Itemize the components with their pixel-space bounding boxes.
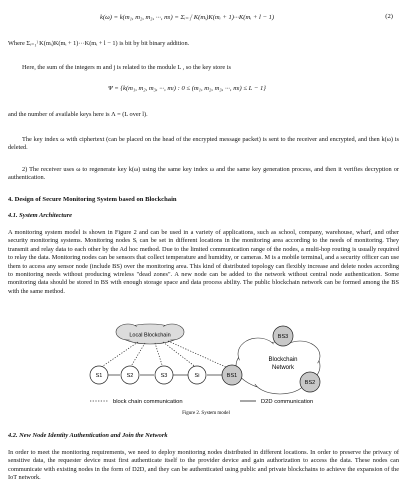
figure-caption: Figure 2. System model bbox=[182, 411, 230, 416]
blockchain-network-label-line1: Blockchain bbox=[268, 357, 298, 363]
new-node-paragraph: In order to meet the monitoring requirements, we need to deploy monitoring nodes distributed in different locations. In order to preserve the privacy of sensitive data, the requester device must first authenticate itself to the provider device and gain authorization to access the data. These nodes can communicate with existing nodes in the form of D2D, and they can be authenticated using public and private blockchains to achieve the expansion of the IoT network. bbox=[8, 449, 399, 482]
node-s2 bbox=[121, 366, 139, 384]
node-si-label: Si bbox=[194, 373, 200, 379]
node-s2-label: S2 bbox=[126, 373, 134, 379]
local-blockchain-label: Local Blockchain bbox=[129, 332, 171, 339]
local-blockchain-cloud bbox=[116, 324, 184, 344]
bs2-label: BS2 bbox=[304, 380, 316, 386]
node-s1-label: S1 bbox=[95, 373, 103, 379]
equation-number: (2) bbox=[385, 13, 393, 20]
node-s3-label: S3 bbox=[160, 373, 168, 379]
bs1-label: BS1 bbox=[226, 373, 238, 379]
sum-line: Here, the sum of the integers m and j is related to the module L , so the key store is bbox=[22, 64, 231, 71]
legend-solid-label: D2D communication bbox=[261, 399, 314, 405]
node-si bbox=[188, 366, 206, 384]
section-4-heading: 4. Design of Secure Monitoring System based on Blockchain bbox=[8, 196, 177, 203]
equation-2: k(ω) = k(m₁, m₂, m₃, ···, mₗ) = Σᵢ₌₁ˡ K(mᵢ)K(mᵢ + 1)···K(mᵢ + l − 1) bbox=[100, 14, 275, 21]
architecture-paragraph: A monitoring system model is shown in Figure 2 and can be used in a variety of applications, such as school, company, warehouse, wharf, and other security monitoring systems. Monitoring nodes Sᵢ can be set in different locations in the monitoring area according to the needs of monitoring. They transmit and relay data to each other by the Ad hoc method. Due to the limited communication range of the nodes, a multi-hop routing is usually required to relay the data. Monitoring nodes can be sensors that collect temperature and humidity, or cameras. M is a mobile terminal, and a security officer can use them to access any sensor node (include BS) over the monitoring area. This kind of distributed topology can flexibly increase and delete nodes according to monitoring needs without producing wireless "dead zones". A new node can be added to the network without central node authentication. Some monitoring data should be stored in BS with enough storage space and data process ability. The public blockchain network can be formed among the BS with the same method. bbox=[8, 229, 399, 295]
where-line: Where Σᵢ₌₁ˡ K(mᵢ)K(mᵢ + 1)···K(mᵢ + l − 1) is bit by bit binary addition. bbox=[8, 40, 190, 47]
key-index-paragraph: The key index ω with ciphertext (can be placed on the head of the encrypted message packet) is sent to the receiver and encrypted, and then k(ω) is deleted. bbox=[8, 136, 399, 152]
section-4-2-heading: 4.2. New Node Identity Authentication and Join the Network bbox=[8, 432, 168, 439]
node-s1 bbox=[90, 366, 108, 384]
section-4-1-heading: 4.1. System Architecture bbox=[8, 212, 73, 219]
base-station-bs2 bbox=[300, 372, 320, 392]
bs3-label: BS3 bbox=[277, 334, 289, 340]
receiver-paragraph: 2) The receiver uses ω to regenerate key k(ω) using the same key index ω and the same key generation process, and then it verifies decryption or authentication. bbox=[8, 166, 399, 182]
blockchain-links bbox=[100, 341, 228, 368]
blockchain-network-label-line2: Network bbox=[271, 365, 295, 371]
base-station-bs3 bbox=[273, 326, 293, 346]
key-store-formula: Ψ = {k(m₁, m₂, m₃, ···, mₗ) : 0 ≤ (m₁, m₂, m₃, ···, mₗ) ≤ L − 1} bbox=[108, 85, 266, 92]
system-model-figure bbox=[0, 318, 407, 420]
node-s3 bbox=[155, 366, 173, 384]
legend-dotted-label: block chain communication bbox=[113, 399, 183, 405]
base-station-bs1 bbox=[222, 365, 242, 385]
available-keys-line: and the number of available keys here is Λ = (L over l). bbox=[8, 111, 148, 118]
figure-legend bbox=[90, 399, 313, 405]
